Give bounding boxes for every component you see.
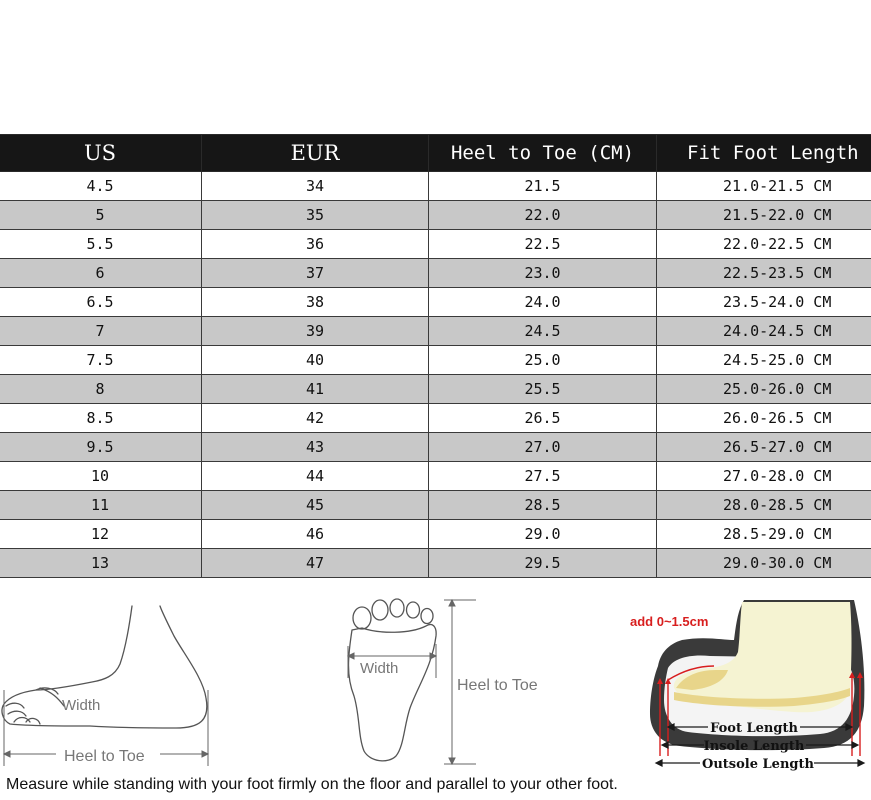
table-header-row — [0, 135, 871, 172]
shoe-length-illustration — [624, 596, 868, 776]
outsole-length-label: Outsole Length — [702, 757, 814, 772]
table-row — [0, 317, 871, 346]
cell-eur: 35 — [202, 201, 429, 230]
cell-us: 10 — [0, 462, 202, 491]
header-heel-to-toe: Heel to Toe (CM) — [429, 135, 657, 172]
table-row — [0, 201, 871, 230]
cell-fit-foot-length: 22.0-22.5 CM — [657, 230, 871, 259]
cell-us: 9.5 — [0, 433, 202, 462]
cell-us: 7 — [0, 317, 202, 346]
cell-eur: 41 — [202, 375, 429, 404]
table-row — [0, 462, 871, 491]
cell-us: 5.5 — [0, 230, 202, 259]
cell-fit-foot-length: 21.5-22.0 CM — [657, 201, 871, 230]
cell-fit-foot-length: 29.0-30.0 CM — [657, 549, 871, 578]
measure-instruction: Measure while standing with your foot firmly on the floor and parallel to your other foot. — [6, 776, 618, 793]
cell-heel-to-toe: 22.0 — [429, 201, 657, 230]
cell-heel-to-toe: 24.0 — [429, 288, 657, 317]
cell-eur: 46 — [202, 520, 429, 549]
cell-heel-to-toe: 24.5 — [429, 317, 657, 346]
size-chart-table — [0, 134, 871, 578]
cell-us: 6.5 — [0, 288, 202, 317]
table-row — [0, 230, 871, 259]
table-row — [0, 288, 871, 317]
side-width-label: Width — [62, 697, 101, 714]
cell-fit-foot-length: 26.0-26.5 CM — [657, 404, 871, 433]
insole-length-label: Insole Length — [703, 739, 805, 754]
header-us: US — [0, 135, 202, 172]
cell-us: 12 — [0, 520, 202, 549]
cell-fit-foot-length: 23.5-24.0 CM — [657, 288, 871, 317]
cell-fit-foot-length: 22.5-23.5 CM — [657, 259, 871, 288]
cell-us: 6 — [0, 259, 202, 288]
table-row — [0, 259, 871, 288]
cell-heel-to-toe: 25.5 — [429, 375, 657, 404]
cell-us: 5 — [0, 201, 202, 230]
cell-fit-foot-length: 28.5-29.0 CM — [657, 520, 871, 549]
cell-eur: 37 — [202, 259, 429, 288]
table-row — [0, 375, 871, 404]
cell-heel-to-toe: 23.0 — [429, 259, 657, 288]
table-row — [0, 346, 871, 375]
sole-heel-to-toe-label: Heel to Toe — [457, 677, 538, 694]
table-row — [0, 520, 871, 549]
table-row — [0, 404, 871, 433]
cell-eur: 47 — [202, 549, 429, 578]
cell-eur: 45 — [202, 491, 429, 520]
cell-us: 11 — [0, 491, 202, 520]
side-foot-illustration — [0, 598, 225, 770]
cell-fit-foot-length: 28.0-28.5 CM — [657, 491, 871, 520]
table-row — [0, 433, 871, 462]
cell-fit-foot-length: 21.0-21.5 CM — [657, 172, 871, 201]
cell-eur: 43 — [202, 433, 429, 462]
cell-heel-to-toe: 21.5 — [429, 172, 657, 201]
cell-heel-to-toe: 27.0 — [429, 433, 657, 462]
cell-fit-foot-length: 27.0-28.0 CM — [657, 462, 871, 491]
header-fit-foot-length: Fit Foot Length — [657, 135, 871, 172]
cell-heel-to-toe: 29.5 — [429, 549, 657, 578]
cell-us: 7.5 — [0, 346, 202, 375]
add-allowance-label: add 0~1.5cm — [630, 614, 709, 629]
cell-heel-to-toe: 25.0 — [429, 346, 657, 375]
cell-us: 8 — [0, 375, 202, 404]
table-row — [0, 549, 871, 578]
header-eur: EUR — [202, 135, 429, 172]
table-body — [0, 172, 871, 578]
sole-width-label: Width — [360, 660, 399, 677]
cell-fit-foot-length: 26.5-27.0 CM — [657, 433, 871, 462]
cell-eur: 42 — [202, 404, 429, 433]
foot-length-label: Foot Length — [710, 721, 798, 736]
cell-eur: 44 — [202, 462, 429, 491]
cell-fit-foot-length: 24.5-25.0 CM — [657, 346, 871, 375]
table-row — [0, 172, 871, 201]
side-heel-to-toe-label: Heel to Toe — [64, 748, 145, 765]
cell-eur: 40 — [202, 346, 429, 375]
sole-illustration — [340, 596, 560, 770]
cell-eur: 36 — [202, 230, 429, 259]
cell-heel-to-toe: 29.0 — [429, 520, 657, 549]
cell-heel-to-toe: 28.5 — [429, 491, 657, 520]
cell-fit-foot-length: 25.0-26.0 CM — [657, 375, 871, 404]
cell-us: 8.5 — [0, 404, 202, 433]
cell-heel-to-toe: 27.5 — [429, 462, 657, 491]
cell-fit-foot-length: 24.0-24.5 CM — [657, 317, 871, 346]
table-row — [0, 491, 871, 520]
cell-eur: 34 — [202, 172, 429, 201]
cell-eur: 38 — [202, 288, 429, 317]
cell-heel-to-toe: 26.5 — [429, 404, 657, 433]
cell-us: 4.5 — [0, 172, 202, 201]
cell-heel-to-toe: 22.5 — [429, 230, 657, 259]
cell-us: 13 — [0, 549, 202, 578]
cell-eur: 39 — [202, 317, 429, 346]
